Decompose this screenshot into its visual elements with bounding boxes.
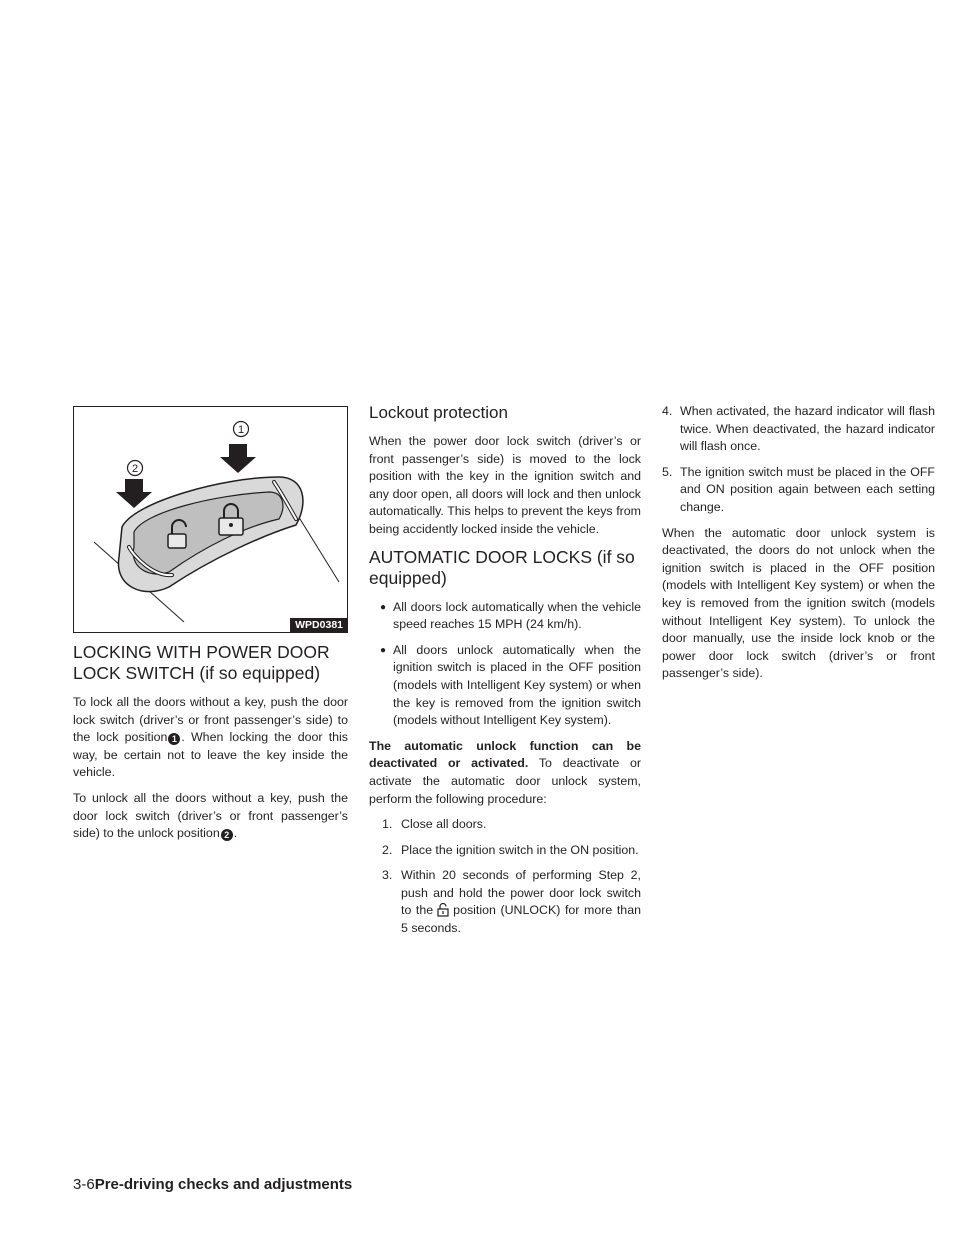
figure-label: WPD0381 [290, 618, 347, 632]
list-item: 3. Within 20 seconds of performing Step 2, push and hold the power door lock switch to the position (UNLOCK) for more than 5 seconds. [382, 868, 641, 936]
list-item: 2. Place the ignition switch in the ON position. [382, 842, 639, 857]
list-item: ● All doors lock automatically when the vehicle speed reaches 15 MPH (24 km/h). [380, 599, 641, 632]
page-footer [73, 1176, 352, 1193]
column-right [662, 403, 935, 691]
paragraph-lock: To lock all the doors without a key, push the door lock switch (driver’s or front passenger’s side) to the lock position 1 . When locking the door this way, be certain not to leave the key inside the vehicle. [73, 695, 348, 780]
callout-1-inline-icon: 1 [168, 733, 180, 745]
paragraph-procedure-intro: The automatic unlock function can be deactivated or activated. To deactivate or activate the automatic door unlock system, perform the following procedure: [369, 738, 641, 806]
auto-lock-bullets [369, 599, 641, 730]
arrow-down-icon-1 [220, 444, 256, 473]
list-item: ● All doors unlock automatically when the ignition switch is placed in the OFF position (models with Intelligent Key system) or when the key is removed from the ignition switch (models without Intelligent Key system). [380, 642, 641, 728]
list-item: 5. The ignition switch must be placed in the OFF and ON position again between each setting change. [662, 464, 935, 514]
callout-1: 1 [237, 424, 245, 436]
column-left [73, 406, 348, 851]
list-item: 4. When activated, the hazard indicator will flash twice. When deactivated, the hazard indicator will flash once. [662, 404, 935, 454]
unlock-icon [437, 903, 449, 917]
list-item: 1. Close all doors. [382, 817, 487, 832]
section-heading-locking: LOCKING WITH POWER DOOR LOCK SWITCH (if so equipped) [73, 642, 330, 683]
callout-2-inline-icon: 2 [221, 829, 233, 841]
procedure-steps-b [662, 403, 935, 517]
arrow-down-icon-2 [116, 479, 152, 508]
procedure-steps-a [369, 816, 641, 938]
paragraph-unlock: To unlock all the doors without a key, push the door lock switch (driver’s or front passenger’s side) to the unlock position 2 . [73, 790, 348, 841]
section-heading-auto-locks: AUTOMATIC DOOR LOCKS (if so equipped) [369, 546, 635, 588]
bullet-icon: ● [380, 601, 387, 613]
door-lock-switch-drawing [74, 407, 347, 632]
paragraph-deactivated: When the automatic door unlock system is deactivated, the doors do not unlock when the ignition switch is placed in the OFF position (models with Intelligent Key system) or when the key is removed from the ignition switch (models without Intelligent Key system). To unlock the door manually, use the inside lock knob or the power door lock switch (driver’s or front passenger’s side). [662, 525, 935, 681]
callout-2: 2 [131, 463, 139, 475]
paragraph-lockout: When the power door lock switch (driver’s or front passenger’s side) is moved to the lock position with the key in the ignition switch and any door open, all doors will lock and then unlock automatically. This helps to prevent the keys from being accidently locked inside the vehicle. [369, 434, 641, 536]
bullet-icon: ● [380, 644, 387, 656]
chapter-title: Pre-driving checks and adjustments [94, 1176, 353, 1193]
column-middle [369, 403, 641, 946]
door-lock-switch-illustration [73, 406, 348, 633]
section-heading-lockout: Lockout protection [369, 403, 508, 422]
page-number: 3-6 [73, 1176, 95, 1193]
